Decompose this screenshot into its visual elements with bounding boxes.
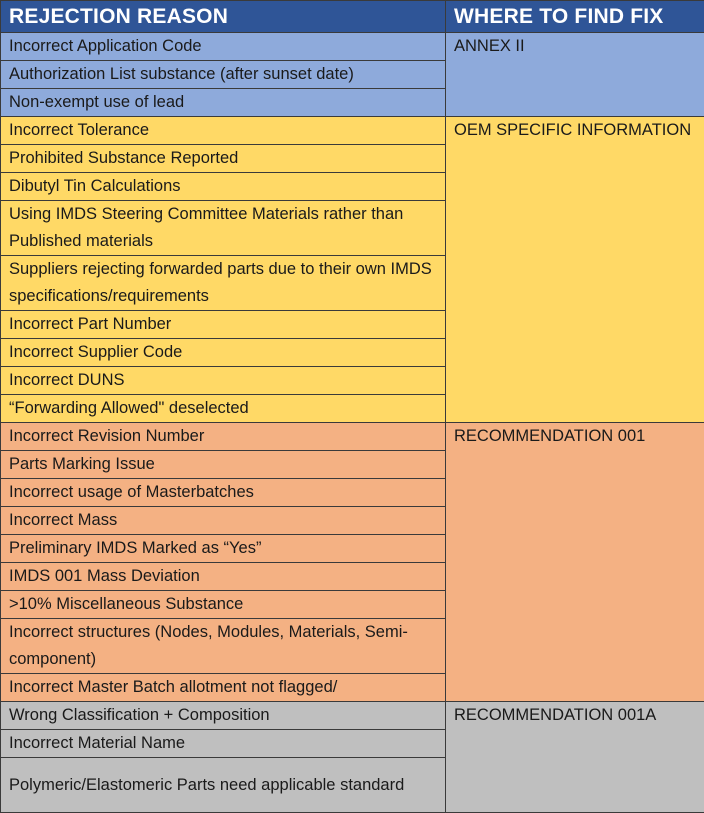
fix-location-cell: RECOMMENDATION 001 xyxy=(446,423,704,702)
rejection-reason-cell: Incorrect Mass xyxy=(1,507,446,535)
rejection-reason-cell: Using IMDS Steering Committee Materials rather than Published materials xyxy=(1,201,446,256)
rejection-reason-cell: Non-exempt use of lead xyxy=(1,89,446,117)
rejection-reason-cell: Incorrect Tolerance xyxy=(1,117,446,145)
table-row xyxy=(1,702,704,730)
rejection-reason-cell: Polymeric/Elastomeric Parts need applicable standard xyxy=(1,758,446,813)
fix-location-cell: ANNEX II xyxy=(446,33,704,117)
rejection-reason-cell: Incorrect Master Batch allotment not flagged/ xyxy=(1,674,446,702)
rejection-reason-cell: Dibutyl Tin Calculations xyxy=(1,173,446,201)
rejection-reason-cell: Parts Marking Issue xyxy=(1,451,446,479)
fix-location-cell: OEM SPECIFIC INFORMATION xyxy=(446,117,704,423)
fix-location-cell: RECOMMENDATION 001A xyxy=(446,702,704,813)
rejection-reason-cell: Authorization List substance (after sunset date) xyxy=(1,61,446,89)
rejection-reason-cell: Wrong Classification + Composition xyxy=(1,702,446,730)
table-row xyxy=(1,117,704,145)
header-where-to-find-fix: WHERE TO FIND FIX xyxy=(446,1,704,33)
rejection-reason-cell: Incorrect Supplier Code xyxy=(1,339,446,367)
rejection-reason-cell: Incorrect Material Name xyxy=(1,730,446,758)
rejection-reason-cell: Incorrect Part Number xyxy=(1,311,446,339)
table-row xyxy=(1,423,704,451)
rejection-reason-cell: Incorrect usage of Masterbatches xyxy=(1,479,446,507)
header-rejection-reason: REJECTION REASON xyxy=(1,1,446,33)
rejection-reason-cell: Incorrect DUNS xyxy=(1,367,446,395)
table-row xyxy=(1,33,704,61)
rejection-reason-cell: Incorrect structures (Nodes, Modules, Materials, Semi-component) xyxy=(1,619,446,674)
rejection-reason-cell: IMDS 001 Mass Deviation xyxy=(1,563,446,591)
rejection-reason-cell: Preliminary IMDS Marked as “Yes” xyxy=(1,535,446,563)
header-row xyxy=(1,1,704,33)
rejection-reason-cell: Incorrect Revision Number xyxy=(1,423,446,451)
rejection-reason-cell: Incorrect Application Code xyxy=(1,33,446,61)
rejection-reason-cell: “Forwarding Allowed" deselected xyxy=(1,395,446,423)
rejection-reason-cell: Prohibited Substance Reported xyxy=(1,145,446,173)
rejection-reason-cell: >10% Miscellaneous Substance xyxy=(1,591,446,619)
rejection-reason-cell: Suppliers rejecting forwarded parts due to their own IMDS specifications/requirements xyxy=(1,256,446,311)
